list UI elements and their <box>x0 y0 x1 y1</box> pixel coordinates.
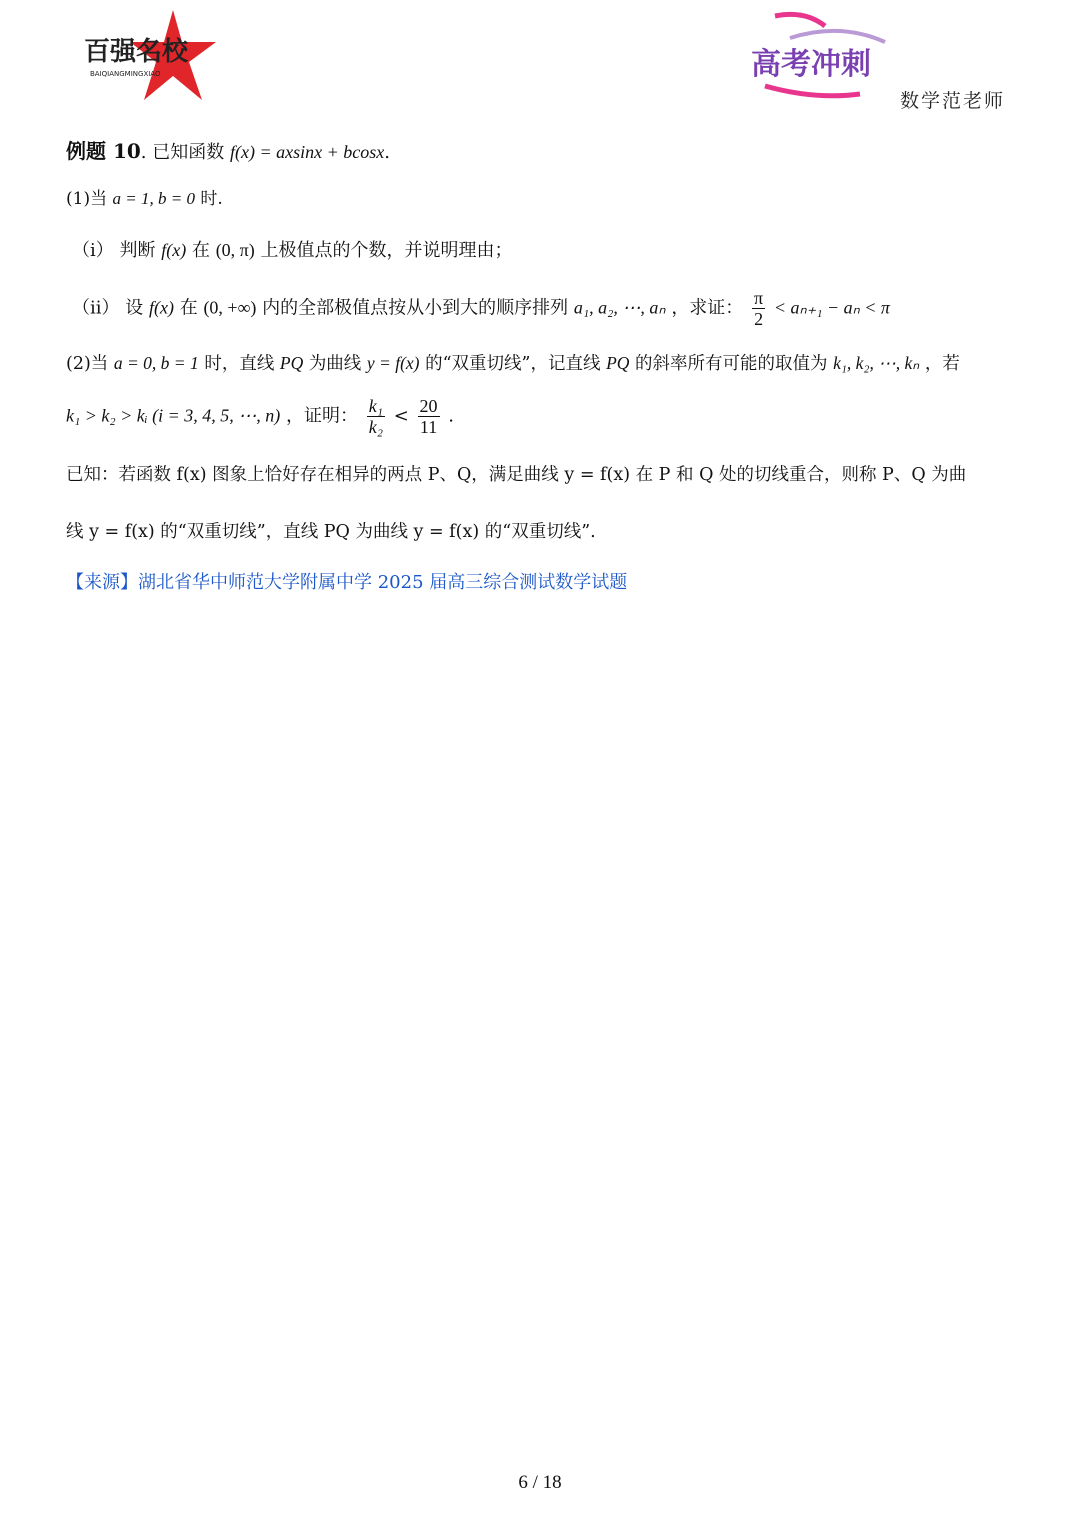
sub-i-text-b: 在 <box>191 240 210 261</box>
part2-line1 <box>66 352 960 377</box>
sub-ii-text-d: ，求证： <box>671 297 744 319</box>
part1-condition <box>66 188 223 211</box>
part2-text-e: ，若 <box>924 354 960 374</box>
subquestion-ii <box>72 288 890 329</box>
part2-line2 <box>66 396 454 437</box>
sub-ii-text-b: 在 <box>179 297 198 319</box>
part2-prove-label: ，证明： <box>286 405 358 427</box>
part2-condition: a = 0, b = 1 <box>113 353 199 373</box>
fraction-numerator: 20 <box>419 396 438 416</box>
sub-ii-text-c: 内的全部极值点按从小到大的顺序排列 <box>262 297 569 319</box>
sub-i-label: （i） <box>72 240 114 261</box>
logo-right-text: 高考冲刺 <box>751 47 871 82</box>
sub-ii-label: （ii） <box>72 297 120 319</box>
part2-text-b: 为曲线 <box>308 354 362 374</box>
school-logo <box>78 8 220 104</box>
part2-pq: PQ <box>279 353 304 373</box>
twenty-over-eleven-fraction <box>418 396 440 437</box>
sub-ii-interval: (0, +∞) <box>203 297 257 318</box>
brand-logo <box>745 8 905 104</box>
part1-prefix: (1)当 <box>66 189 108 209</box>
sub-i-text-c: 上极值点的个数，并说明理由； <box>260 240 513 261</box>
pi-over-2-fraction <box>752 288 765 329</box>
subquestion-i <box>72 238 513 263</box>
part2-end: . <box>448 405 455 427</box>
sub-ii-text-a: 设 <box>125 297 144 319</box>
sub-i-fx: f(x) <box>161 240 187 260</box>
part2-curve: y = f(x) <box>366 353 420 373</box>
logo-left-text: 百强名校 <box>84 37 189 67</box>
page-number: 6 / 18 <box>518 1472 562 1493</box>
definition-line-2: 线 y = f(x) 的“双重切线”，直线 PQ 为曲线 y = f(x) 的“双重切线”. <box>66 522 596 542</box>
part2-text-a: 时，直线 <box>204 354 275 374</box>
part2-slope-sequence: k₁, k₂, ⋯, kₙ <box>833 353 920 373</box>
fraction-denominator: 2 <box>754 309 764 329</box>
problem-title-line: 例题 10. 已知函数 f(x) = axsinx + bcosx. <box>66 139 390 163</box>
sub-ii-inequality: < aₙ₊₁ − aₙ < π <box>773 297 890 318</box>
part2-slope-order: k₁ > k₂ > kᵢ (i = 3, 4, 5, ⋯, n) <box>66 405 281 426</box>
part1-suffix: 时. <box>200 189 223 209</box>
fraction-denominator: 11 <box>419 417 438 437</box>
part2-text-d: 的斜率所有可能的取值为 <box>634 354 828 374</box>
part2-pq-2: PQ <box>606 353 630 373</box>
part2-prefix: (2)当 <box>66 354 109 374</box>
sub-ii-fx: f(x) <box>148 297 174 318</box>
part1-math: a = 1, b = 0 <box>112 189 195 208</box>
less-than-sign: < <box>393 405 409 427</box>
problem-label: 例题 10 <box>66 139 141 163</box>
function-definition: f(x) = axsinx + bcosx <box>229 142 385 162</box>
part2-text-c: 的“双重切线”，记直线 <box>425 354 601 374</box>
fraction-denominator: k₂ <box>368 417 383 437</box>
k1-over-k2-fraction <box>367 396 385 437</box>
definition-line-1: 已知：若函数 f(x) 图象上恰好存在相异的两点 P、Q，满足曲线 y = f(x) 在 P 和 Q 处的切线重合，则称 P、Q 为曲 <box>66 465 967 485</box>
sub-i-text-a: 判断 <box>119 240 156 261</box>
problem-intro: 已知函数 <box>152 142 225 163</box>
fraction-numerator: π <box>754 288 764 308</box>
teacher-name: 数学范老师 <box>900 90 1006 112</box>
source-citation: 【来源】湖北省华中师范大学附属中学 2025 届高三综合测试数学试题 <box>66 572 628 593</box>
sub-ii-sequence: a₁, a₂, ⋯, aₙ <box>573 297 666 318</box>
logo-left-subtext: BAIQIANGMINGXIAO <box>90 70 161 78</box>
sub-i-interval: (0, π) <box>215 240 255 260</box>
fraction-numerator: k₁ <box>368 396 383 416</box>
